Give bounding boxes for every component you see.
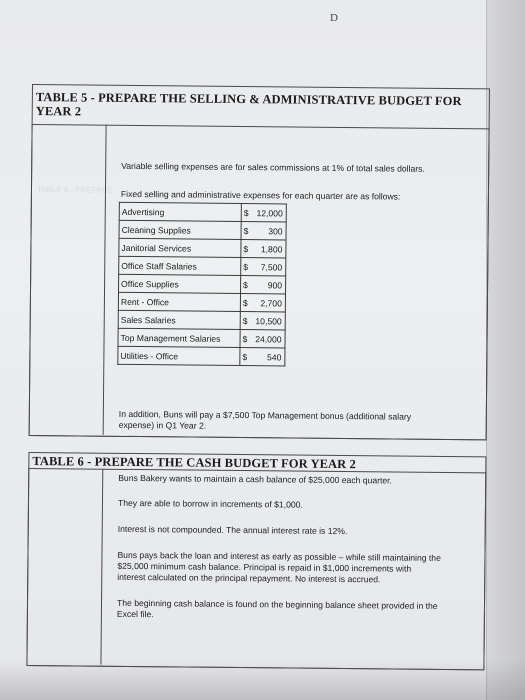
expense-amount: 540 bbox=[267, 351, 282, 362]
expense-name: Office Supplies bbox=[119, 274, 241, 293]
table-row bbox=[119, 256, 286, 276]
expense-name: Utilities - Office bbox=[118, 346, 240, 365]
currency-symbol: $ bbox=[242, 315, 248, 326]
currency-symbol: $ bbox=[242, 333, 248, 344]
table-row bbox=[118, 310, 285, 330]
interest-note: Interest is not compounded. The annual interest rate is 12%. bbox=[117, 523, 348, 537]
repayment-note-line2: $25,000 minimum cash balance. Principal is repaid in $1,000 increments with bbox=[117, 560, 412, 574]
photo-shadow bbox=[0, 660, 525, 700]
table6-title: TABLE 6 - PREPARE THE CASH BUDGET FOR YEAR 2 bbox=[32, 454, 356, 472]
repayment-note-line3: interest calculated on the principal repayment. No interest is accrued. bbox=[117, 571, 381, 585]
fixed-expense-note: Fixed selling and administrative expenses for each quarter are as follows: bbox=[120, 188, 401, 202]
table-row bbox=[118, 292, 285, 312]
table-row bbox=[119, 274, 286, 294]
faded-background-text: TABLE 8 - PREPARE bbox=[36, 185, 114, 195]
beginning-balance-note-line2: Excel file. bbox=[116, 608, 154, 620]
cash-balance-note: Buns Bakery wants to maintain a cash balance of $25,000 each quarter. bbox=[118, 472, 393, 486]
expense-name: Janitorial Services bbox=[119, 238, 241, 257]
expense-amount: 300 bbox=[268, 225, 283, 236]
currency-symbol: $ bbox=[243, 207, 249, 218]
currency-symbol: $ bbox=[242, 351, 248, 362]
variable-expense-note: Variable selling expenses are for sales commissions at 1% of total sales dollars. bbox=[121, 160, 425, 174]
table5-title-line1: TABLE 5 - PREPARE THE SELLING & ADMINISTRATIVE BUDGET FOR bbox=[35, 90, 462, 109]
table-row bbox=[118, 346, 285, 366]
table5-title-line2: YEAR 2 bbox=[35, 104, 82, 119]
expense-name: Cleaning Supplies bbox=[119, 220, 241, 239]
expense-amount: 2,700 bbox=[260, 297, 282, 308]
expense-name: Sales Salaries bbox=[118, 310, 240, 329]
expense-name: Office Staff Salaries bbox=[119, 256, 241, 275]
expense-name: Top Management Salaries bbox=[118, 328, 240, 347]
currency-symbol: $ bbox=[243, 225, 249, 236]
expense-amount: 12,000 bbox=[256, 207, 283, 218]
expense-name: Rent - Office bbox=[118, 292, 240, 311]
expense-amount: 900 bbox=[267, 279, 283, 290]
bonus-note-line2: expense) in Q1 Year 2. bbox=[118, 419, 207, 431]
currency-symbol: $ bbox=[243, 243, 249, 254]
fixed-expenses-table bbox=[117, 202, 287, 367]
table-row bbox=[118, 328, 285, 348]
corner-mark: D bbox=[330, 12, 338, 24]
beginning-balance-note-line1: The beginning cash balance is found on the beginning balance sheet provided in the bbox=[116, 597, 438, 611]
currency-symbol: $ bbox=[243, 279, 248, 290]
underlying-page-edge bbox=[486, 0, 525, 700]
document-content bbox=[26, 84, 490, 670]
borrowing-note: They are able to borrow in increments of $1,000. bbox=[117, 497, 303, 510]
expense-amount: 10,500 bbox=[255, 315, 282, 326]
currency-symbol: $ bbox=[242, 297, 248, 308]
currency-symbol: $ bbox=[243, 261, 249, 272]
table-row bbox=[119, 220, 286, 240]
expense-amount: 7,500 bbox=[260, 261, 283, 272]
repayment-note-line1: Buns pays back the loan and interest as early as possible – while still maintaining the bbox=[117, 549, 441, 563]
table-row bbox=[119, 202, 286, 222]
expense-name: Advertising bbox=[119, 202, 241, 221]
bonus-note-line1: In addition, Buns will pay a $7,500 Top Management bonus (additional salary bbox=[118, 408, 412, 422]
table-row bbox=[119, 238, 286, 258]
expense-amount: 24,000 bbox=[255, 333, 282, 344]
expense-amount: 1,800 bbox=[260, 243, 283, 254]
